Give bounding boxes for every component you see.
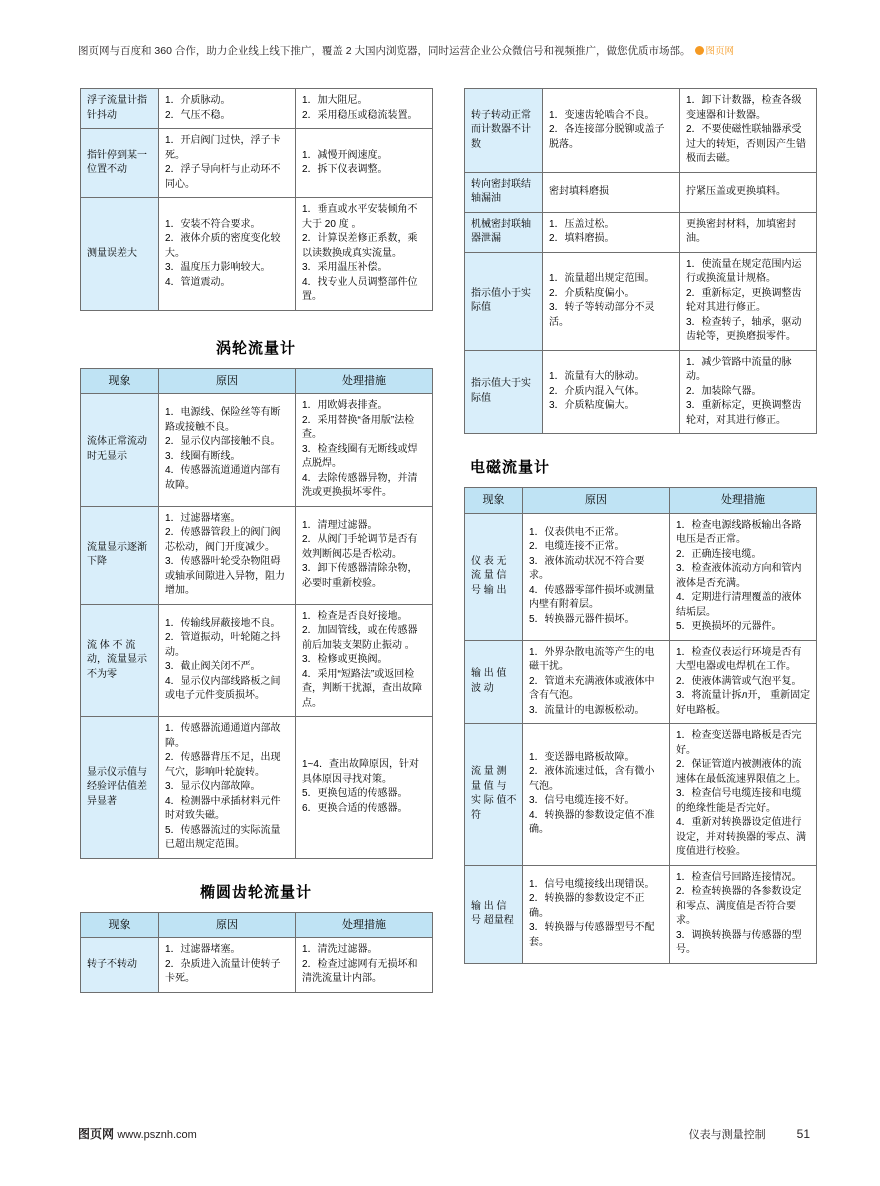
cause-line: 2．气压不稳。	[165, 109, 231, 121]
cause-line: 3．介质粘度偏大。	[549, 400, 635, 411]
table-row	[81, 717, 433, 859]
cause-line: 5．转换器元器件损坏。	[529, 613, 635, 625]
cause-line: 2．管道未充满液体或液体中含有气泡。	[529, 675, 655, 701]
table-header-row	[465, 488, 817, 514]
column-header-measure: 处理措施	[670, 488, 817, 514]
cell-measure	[680, 350, 817, 434]
measure-line: 1．清理过滤器。	[302, 519, 378, 531]
cell-phenomenon: 输 出 信 号 超量程	[465, 865, 523, 963]
footer-site-name: 图页网	[78, 1127, 115, 1141]
measure-line: 1~4．查出故障原因，针对具体原因寻找对策。	[302, 759, 419, 785]
cell-measure	[296, 198, 433, 311]
cause-line: 3．信号电缆连接不好。	[529, 795, 635, 807]
cause-line: 2．各连接部分脱铆或盖子脱落。	[549, 124, 665, 150]
measure-line: 4．定期进行清理覆盖的液体结垢层。	[676, 592, 802, 618]
column-header-measure: 处理措施	[296, 368, 433, 394]
measure-line: 1．检查电源线路板输出各路电压是否正常。	[676, 519, 802, 545]
measure-line: 1．减慢开阀速度。	[302, 149, 388, 161]
cause-line: 2．填料磨损。	[549, 233, 615, 244]
measure-line: 1．检查是否良好接地。	[302, 610, 408, 622]
cause-line: 1．仪表供电不正常。	[529, 526, 625, 538]
measure-line: 3．卸下传感器清除杂物，必要时重新校验。	[302, 563, 418, 589]
cell-measure: 更换密封材料，加填密封油。	[680, 212, 817, 252]
table-row	[81, 198, 433, 311]
table-rotor-counter	[464, 88, 817, 434]
right-column	[464, 88, 816, 964]
cause-line: 1．变送器电路板故障。	[529, 751, 635, 763]
cell-phenomenon: 指针停到某一位置不动	[81, 129, 159, 198]
cause-line: 2．介质内混入气体。	[549, 385, 645, 397]
measure-line: 2．保证管道内被测液体的流速体在最低流速界限值之上。	[676, 759, 806, 785]
cell-phenomenon: 输 出 值 波 动	[465, 640, 523, 724]
cause-line: 4．检测器中承插材料元件时对致失磁。	[165, 795, 281, 821]
measure-line: 3．将流量计拆л开， 重新固定好电路板。	[676, 690, 811, 716]
cause-line: 3．液体流动状况不符合要求。	[529, 555, 645, 582]
cell-measure	[670, 724, 817, 866]
cause-line: 3．流量计的电源板松动。	[529, 704, 645, 716]
cell-measure	[680, 252, 817, 350]
cell-cause	[523, 865, 670, 963]
cause-line: 3．转子等转动部分不灵活。	[549, 302, 655, 328]
measure-line: 3．检查信号电缆连接和电缆的绝缘性能是否完好。	[676, 788, 802, 814]
table-row	[465, 640, 817, 724]
cell-cause	[159, 506, 296, 604]
cause-line: 2．传感器背压不足，出现气穴，影响叶轮旋转。	[165, 752, 281, 778]
table-row	[81, 604, 433, 717]
cause-line: 5．传感器流过的实际流量已超出规定范围。	[165, 824, 281, 850]
section-title-oval-gear: 椭圆齿轮流量计	[199, 883, 312, 901]
cell-phenomenon: 流 体 不 流动，流量显示不为零	[81, 604, 159, 717]
cause-line: 3．显示仪内部故障。	[165, 781, 261, 792]
cause-line: 1．介质脉动。	[165, 95, 231, 106]
table-header-row	[81, 912, 433, 938]
measure-line: 2．重新标定，更换调整齿轮对其进行修正。	[686, 287, 802, 313]
cell-phenomenon: 流体正常流动时无显示	[81, 394, 159, 507]
cause-line: 3．线圈有断线。	[165, 450, 241, 462]
measure-line: 3．重新标定，更换调整齿轮对，对其进行修正。	[686, 400, 802, 426]
measure-line: 2．检查转换器的各参数设定和零点、满度值是否符合要求。	[676, 886, 802, 926]
cell-measure	[296, 394, 433, 507]
table-row	[465, 865, 817, 963]
cause-line: 1．过滤器堵塞。	[165, 944, 241, 955]
table-row	[81, 129, 433, 198]
cause-line: 1．安装不符合要求。	[165, 218, 261, 230]
table-row	[465, 513, 817, 640]
table-row	[465, 172, 817, 212]
measure-line: 3．检查线圈有无断线或焊点脱焊。	[302, 443, 418, 469]
footer-page-number: 51	[796, 1127, 810, 1141]
cause-line: 1．电源线、保险丝等有断路或接触不良。	[165, 407, 281, 433]
cause-line: 4．管道震动。	[165, 276, 231, 288]
cause-line: 1．流量有大的脉动。	[549, 371, 645, 382]
cause-line: 3．温度压力影响较大。	[165, 262, 271, 273]
table-row	[465, 724, 817, 866]
measure-line: 4．重新对转换器设定值进行设定，并对转换器的零点、满度值进行校验。	[676, 817, 806, 857]
section-title-electromagnetic: 电磁流量计	[470, 459, 551, 476]
cell-cause	[159, 938, 296, 993]
footer-right	[689, 1126, 810, 1142]
table-float-flowmeter	[80, 88, 433, 311]
cell-cause	[523, 513, 670, 640]
cell-phenomenon: 指示值大于实际值	[465, 350, 543, 434]
measure-line: 2．检查过滤网有无损坏和清洗流量计内部。	[302, 958, 418, 984]
measure-line: 3．调换转换器与传感器的型号。	[676, 929, 802, 955]
top-banner-logo-text: 图页网	[705, 46, 735, 57]
measure-line: 2．计算误差修正系数，乘以读数换成真实流量。	[302, 233, 418, 259]
cause-line: 4．传感器流道通道内部有故障。	[165, 465, 281, 491]
cell-cause	[159, 89, 296, 129]
section-title-turbine: 涡轮流量计	[215, 339, 296, 357]
measure-line: 2．加装除气器。	[686, 385, 762, 397]
cause-line: 2．显示仪内部接触不良。	[165, 436, 281, 448]
cause-line: 4．传感器零部件损坏或测量内壁有附着层。	[529, 584, 655, 611]
cell-phenomenon: 浮子流量计指针抖动	[81, 89, 159, 129]
cause-line: 1．过滤器堵塞。	[165, 512, 241, 524]
cell-cause	[159, 717, 296, 859]
cause-line: 1．信号电缆接线出现错误。	[529, 878, 655, 890]
column-header-cause: 原因	[159, 368, 296, 394]
cause-line: 3．传感器叶轮受杂物阻碍或轴承间隙进入异物，阻力增加。	[165, 556, 285, 596]
cell-cause	[543, 212, 680, 252]
cell-measure	[670, 640, 817, 724]
measure-line: 1．卸下计数器，检查各级变速器和计数器。	[686, 95, 802, 121]
measure-line: 4．找专业人员调整部件位置。	[302, 276, 418, 302]
footer-left	[78, 1125, 197, 1142]
cause-line: 1．传感器流通通道内部故障。	[165, 723, 281, 749]
measure-line: 1．垂直或水平安装倾角不大于 20 度 。	[302, 204, 418, 230]
cell-phenomenon: 指示值小于实际值	[465, 252, 543, 350]
logo-dot-icon	[695, 46, 704, 55]
cell-cause	[159, 198, 296, 311]
table-row	[465, 89, 817, 173]
measure-line: 1．检查仪表运行环境是否有大型电器或电焊机在工作。	[676, 646, 802, 672]
cell-measure	[670, 865, 817, 963]
cell-cause	[523, 724, 670, 866]
measure-line: 1．检查变送器电路板是否完好。	[676, 730, 802, 756]
footer-site-url: www.psznh.com	[117, 1129, 197, 1141]
cause-line: 2．管道振动，叶轮随之抖动。	[165, 632, 281, 658]
measure-line: 1．加大阻尼。	[302, 95, 368, 106]
table-row	[81, 89, 433, 129]
measure-line: 6．更换合适的传感器。	[302, 802, 408, 814]
measure-line: 1．清洗过滤器。	[302, 944, 378, 955]
left-column	[80, 88, 432, 993]
column-header-phenomenon: 现象	[81, 912, 159, 938]
cause-line: 3．转换器与传感器型号不配套。	[529, 922, 655, 948]
measure-line: 1．减少管路中流量的脉动。	[686, 356, 792, 382]
measure-line: 2．正确连接电缆。	[676, 548, 762, 560]
cell-cause	[523, 640, 670, 724]
measure-line: 1．使流量在规定范围内运行或换流量计规格。	[686, 258, 802, 284]
table-row	[81, 938, 433, 993]
measure-line: 3．采用温压补偿。	[302, 262, 388, 273]
cell-measure	[670, 513, 817, 640]
table-oval-gear-flowmeter	[80, 912, 433, 993]
cause-line: 1．开启阀门过快，浮子卡死。	[165, 135, 281, 161]
column-header-cause: 原因	[159, 912, 296, 938]
cell-cause	[543, 350, 680, 434]
measure-line: 2．使液体满管或气泡平复。	[676, 675, 802, 687]
cell-measure: 拧紧压盖或更换填料。	[680, 172, 817, 212]
cell-phenomenon: 流 量 测 量 值 与 实 际 值不符	[465, 724, 523, 866]
cell-phenomenon: 测量误差大	[81, 198, 159, 311]
cell-phenomenon: 流量显示逐渐下降	[81, 506, 159, 604]
cause-line: 2．浮子导向杆与止动环不同心。	[165, 164, 281, 190]
table-header-row	[81, 368, 433, 394]
cell-measure	[680, 89, 817, 173]
measure-line: 3．检查转子，轴承，驱动齿轮等，更换磨损零件。	[686, 316, 802, 342]
measure-line: 3．检查液体流动方向和管内液体是否充满。	[676, 563, 802, 589]
cell-cause	[159, 129, 296, 198]
column-header-phenomenon: 现象	[81, 368, 159, 394]
table-row	[465, 212, 817, 252]
column-header-cause: 原因	[523, 488, 670, 514]
measure-line: 2．不要使磁性联轴器承受过大的转矩，否则因产生错极而去磁。	[686, 124, 806, 164]
cell-cause: 密封填料磨损	[543, 172, 680, 212]
cause-line: 2．杂质进入流量计使转子卡死。	[165, 958, 281, 984]
cause-line: 2．液体流速过低，含有微小气泡。	[529, 766, 655, 792]
cell-phenomenon: 仪 表 无 流 量 信 号 输 出	[465, 513, 523, 640]
cause-line: 1．外界杂散电流等产生的电磁干扰。	[529, 646, 655, 672]
measure-line: 2．加固管线，或在传感器前后加装支架防止振动 。	[302, 625, 418, 651]
cause-line: 2．转换器的参数设定不正确。	[529, 893, 645, 919]
table-row	[81, 506, 433, 604]
cause-line: 1．压盖过松。	[549, 218, 615, 230]
cell-phenomenon: 显示仪示值与经验评估值差异显著	[81, 717, 159, 859]
cause-line: 4．转换器的参数设定值不准确。	[529, 809, 655, 836]
cell-measure	[296, 89, 433, 129]
cause-line: 2．液体介质的密度变化较大。	[165, 233, 281, 259]
cell-phenomenon: 转子转动正常而计数器不计数	[465, 89, 543, 173]
measure-line: 1．用欧姆表排查。	[302, 400, 388, 411]
cell-cause	[543, 89, 680, 173]
column-header-measure: 处理措施	[296, 912, 433, 938]
table-row	[465, 252, 817, 350]
cell-cause	[543, 252, 680, 350]
top-banner-text: 图页网与百度和 360 合作，助力企业线上线下推广，覆盖 2 大国内浏览器，同时运营企业公众微信号和视频推广，做您优质市场部。	[78, 45, 691, 57]
footer-chapter: 仪表与测量控制	[688, 1129, 766, 1141]
cause-line: 3．截止阀关闭不严。	[165, 661, 261, 673]
table-electromagnetic-flowmeter	[464, 487, 817, 964]
cell-measure	[296, 938, 433, 993]
cell-measure	[296, 604, 433, 717]
measure-line: 4．采用“短路法”或返回检查，判断干扰源，查出故障点。	[302, 668, 422, 709]
cause-line: 1．传输线屏蔽接地不良。	[165, 617, 281, 629]
measure-line: 5．更换损坏的元器件。	[676, 621, 782, 632]
measure-line: 2．采用稳压或稳流装置。	[302, 109, 418, 121]
measure-line: 2．拆下仪表调整。	[302, 164, 388, 175]
cell-phenomenon: 转子不转动	[81, 938, 159, 993]
table-row	[81, 394, 433, 507]
cell-measure	[296, 717, 433, 859]
column-header-phenomenon: 现象	[465, 488, 523, 514]
cause-line: 1．变速齿轮啮合不良。	[549, 109, 655, 121]
measure-line: 5．更换包适的传感器。	[302, 788, 408, 800]
measure-line: 4．去除传感器异物，并清洗或更换损坏零件。	[302, 472, 418, 498]
cell-measure	[296, 506, 433, 604]
measure-line: 3．检修或更换阀。	[302, 654, 388, 665]
measure-line: 2．采用替换“备用版”法检查。	[302, 414, 415, 440]
top-banner	[78, 44, 810, 59]
cell-cause	[159, 604, 296, 717]
cause-line: 2．电缆连接不正常。	[529, 541, 625, 553]
cell-measure	[296, 129, 433, 198]
table-row	[465, 350, 817, 434]
cell-phenomenon: 机械密封联轴器泄漏	[465, 212, 543, 252]
table-turbine-flowmeter	[80, 368, 433, 859]
cause-line: 4．显示仪内部线路板之间或电子元件变质损坏。	[165, 675, 281, 702]
cause-line: 2．传感器管段上的阀门阀芯松动，阀门开度减少。	[165, 527, 281, 553]
cell-phenomenon: 转向密封联结轴漏油	[465, 172, 543, 212]
measure-line: 1．检查信号回路连接情况。	[676, 871, 802, 883]
cause-line: 2．介质粘度偏小。	[549, 287, 635, 299]
measure-line: 2．从阀门手轮调节是否有效判断阀芯是否松动。	[302, 534, 418, 560]
cause-line: 1．流量超出规定范围。	[549, 273, 655, 284]
cell-cause	[159, 394, 296, 507]
